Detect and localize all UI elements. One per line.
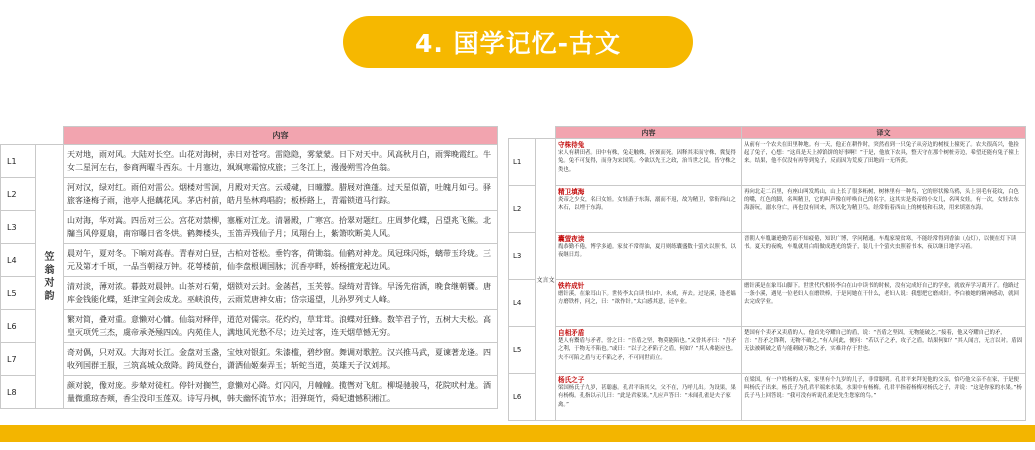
row-index: L1 [1, 145, 36, 178]
left-header-blank [1, 127, 36, 145]
row-index: L1 [509, 139, 536, 186]
original-text-cell [556, 139, 742, 186]
original-text: 胤恭勤不倦，博学多通。家贫不常得油，夏月则练囊盛数十萤火以照书，以夜继日焉。 [558, 244, 736, 259]
table-row: 颜对貌，像对庞。步辇对徒杠。停针对搁竺，意懒对心降。灯闪闪，月幢幢。揽辔对飞舡。柳堤驰骏马，花院吠村尨。酒量微熏琼杏颊，香尘没印玉莲双。诗写丹枫，韩夫幽怀流节水；泪弹斑竹，舜妃遗憾积湘江。 [64, 376, 498, 409]
story-title: 杨氏之子 [558, 376, 585, 384]
original-text: 宋人有耕田者。田中有株，兔走触株，折颈而死。因释其耒而守株，冀复得兔。兔不可复得，而身为宋国笑。今欲以先王之政，治当世之民，皆守株之类也。 [558, 150, 736, 173]
translation-text: 晋朝人车胤谦逊勤劳而不知疲倦，知识广博，学问精通。车胤家境贫寒，不能经常得到香油（点灯），以便在灯下读书。夏天的夜晚，车胤就用白绢做成透光的袋子，装几十个萤火虫照着书本，夜以继日地学习着。 [742, 233, 1026, 280]
right-table [508, 126, 1026, 421]
row-index: L7 [1, 343, 36, 376]
table-row: 繁对简，叠对重。意懒对心慵。仙翁对释伴，道范对儒宗。花灼灼，草茸茸。浪蝶对狂蜂。数竿君子竹，五树大夫松。高皇灭项凭三杰，虞帝承尧殛四凶。内苑佳人，满地风光愁不尽；边关过客，连天烟草憾无穷。 [64, 310, 498, 343]
original-text-cell [556, 186, 742, 233]
right-header-content: 内容 [556, 127, 742, 139]
story-title: 自相矛盾 [558, 329, 585, 337]
row-index: L6 [1, 310, 36, 343]
row-index: L5 [1, 277, 36, 310]
group-label: 文言文 [536, 139, 556, 421]
title-banner [343, 16, 693, 68]
original-text: 磨针溪，在象耳山下。世传李太白读书山中，未成，弃去。过是溪，逢老媪方磨铁杵，问之，曰：“欲作针。”太白感其意，还卒业。 [558, 291, 736, 306]
translation-text: 在梁国，有一户姓杨的人家，家里有个九岁的儿子，非常聪明。孔君平来拜见他的父亲，恰巧他父亲不在家，于是便叫杨氏子出来。杨氏子为孔君平端来水果，水果中有杨梅。孔君平指着杨梅对杨氏之子，并说：“这是你家的水果。”杨氏子马上回答说：“我可没有听说孔雀是先生您家的鸟。” [742, 374, 1026, 421]
right-header-translation: 译文 [742, 127, 1026, 139]
original-text: 炎帝之少女，名曰女娃。女娃游于东海，溺而不返，故为精卫，常衔西山之木石，以堙于东海。 [558, 197, 736, 212]
original-text-cell [556, 280, 742, 327]
page-title: 4. 国学记忆-古文 [415, 29, 621, 58]
row-index: L4 [1, 244, 36, 277]
table-row: 天对地，雨对风。大陆对长空。山花对海树，赤日对苍穹。雷隐隐，雾蒙蒙。日下对天中。风高秋月白，雨霁晚霞红。牛女二星河左右，参商两曜斗西东。十月塞边，飒飒寒霜惊戍旅；三冬江上，漫漫朔雪冷鱼翁。 [64, 145, 498, 178]
left-header-blank [36, 127, 64, 145]
row-index: L8 [1, 376, 36, 409]
table-row: 河对汉，绿对红。雨伯对雷公。烟楼对雪洞，月殿对天宫。云叆叇，日曈朦。腊屐对渔蓬。过天星似箭，吐魄月如弓。驿旅客逢梅子雨，池亭人挹藕花风。茅店村前，皓月坠林鸡唱韵；板桥路上，青霜锁道马行踪。 [64, 178, 498, 211]
original-text-cell [556, 327, 742, 374]
row-index: L5 [509, 327, 536, 374]
story-title: 囊萤夜读 [558, 235, 585, 243]
right-header-blank [509, 127, 536, 139]
bottom-accent-bar [0, 425, 1035, 442]
original-text-cell [556, 233, 742, 280]
translation-text: 楚国有个卖矛又卖盾的人，他首先夸耀自己的盾，说：“吾盾之坚固，无物能破之。”接着，他又夸耀自己的矛，言：“吾矛之锋利，无物不破之。”有人问此，便问：“若以子之矛，攻子之盾，结果何如？”其人闻言，无言以对。盾固无法被刺破之盾与能刺破万物之矛，实难并存于世也。 [742, 327, 1026, 374]
row-index: L3 [1, 211, 36, 244]
story-title: 铁杵成针 [558, 282, 585, 290]
table-row: 清对淡，薄对浓。暮鼓对晨钟。山茶对石菊，烟锁对云封。金菡萏，玉芙蓉。绿绮对青锋。早汤先宿酒，晚食继朝饔。唐库金钱能化蝶，延津宝剑会成龙。巫峡浪传，云雨荒唐神女庙；岱宗遥望，儿孙罗列丈人峰。 [64, 277, 498, 310]
group-label: 笠翁对韵 [36, 145, 64, 409]
left-header-content: 内容 [64, 127, 498, 145]
row-index: L4 [509, 280, 536, 327]
translation-text: 磨针溪是在象耳山脚下。世世代代相传李白在山中读书的时候，没有完成好自己的学业，就放弃学习离开了。他路过一条小溪，遇见一位老妇人在磨铁棒，于是问她在干什么，老妇人说：我想把它磨成针。李白被她的精神感动，就回去完成学业。 [742, 280, 1026, 327]
table-row: 晨对午，夏对冬。下晌对高春。青春对白昼，古柏对苍松。垂钓客，荷锄翁。仙鹤对神龙。凤冠珠闪烁，螭带玉玲珑。三元及第才千顷，一品当朝禄万钟。花萼楼前，仙李盘根调国脉；沉香亭畔，娇杨擅宠起边风。 [64, 244, 498, 277]
story-title: 守株待兔 [558, 141, 585, 149]
translation-text: 再向北走二百里，有座山叫发鸠山，山上长了很多柘树，树林里有一种鸟，它的形状像乌鸦，头上羽毛有花纹，白色的嘴，红色的脚，名叫精卫，它的叫声像在呼唤自己的名字。这其实是炎帝的小女儿，名叫女娃。有一次，女娃去东海游玩，溺水身亡，再也没有回来，所以化为精卫鸟。经常衔着西山上的树枝和石块，用来填塞东海。 [742, 186, 1026, 233]
row-index: L2 [509, 186, 536, 233]
table-row: 奇对偶，只对双。大海对长江。金盘对玉盏，宝烛对银釭。朱漆槛，碧纱窗。舞调对歌腔。汉兴推马武，夏谏著龙逢。四收列国群王服，三筑高城众敌降。跨凤登台，潇洒仙姬秦弄玉；斩蛇当道，英雄天子汉刘邦。 [64, 343, 498, 376]
row-index: L6 [509, 374, 536, 421]
original-text: 楚人有鬻盾与矛者，誉之曰：“吾盾之坚，物莫能陷也。”又誉其矛曰：“吾矛之利，于物无不陷也。”或曰：“以子之矛陷子之盾，何如？”其人弗能应也。夫不可陷之盾与无不陷之矛，不可同世而立。 [558, 338, 737, 361]
left-table [0, 126, 498, 409]
translation-text: 从前有一个农夫在田里种地。有一天，他正在耕作时，突然看到一只兔子从旁边的树枝上撞死了。农夫很高兴，他捡起了兔子，心想：“这真是天上掉馅饼的好事啊！”于是，他放下农具，整天守在那个树桩旁边，希望还能有兔子撞上来。结果，他不仅没有再等到兔子，反而因为荒废了田地而一无所获。 [742, 139, 1026, 186]
row-index: L3 [509, 233, 536, 280]
table-row: 山对海，华对嵩。四岳对三公。宫花对禁柳，塞雁对江龙。清暑殿，广寒宫。拾翠对题红。庄周梦化蝶，吕望兆飞熊。北牖当风停夏扇，南帘曝日省冬烘。鹤舞楼头，玉笛弄残仙子月；凤翔台上，紫箫吹断美人风。 [64, 211, 498, 244]
original-text-cell [556, 374, 742, 421]
right-header-blank [536, 127, 556, 139]
original-text: 梁国杨氏子九岁，甚聪惠。孔君平诣其父，父不在，乃呼儿出。为设果，果有杨梅。孔指以示儿曰：“此是君家果。”儿应声答曰：“未闻孔雀是夫子家禽。” [558, 385, 736, 408]
row-index: L2 [1, 178, 36, 211]
story-title: 精卫填海 [558, 188, 585, 196]
